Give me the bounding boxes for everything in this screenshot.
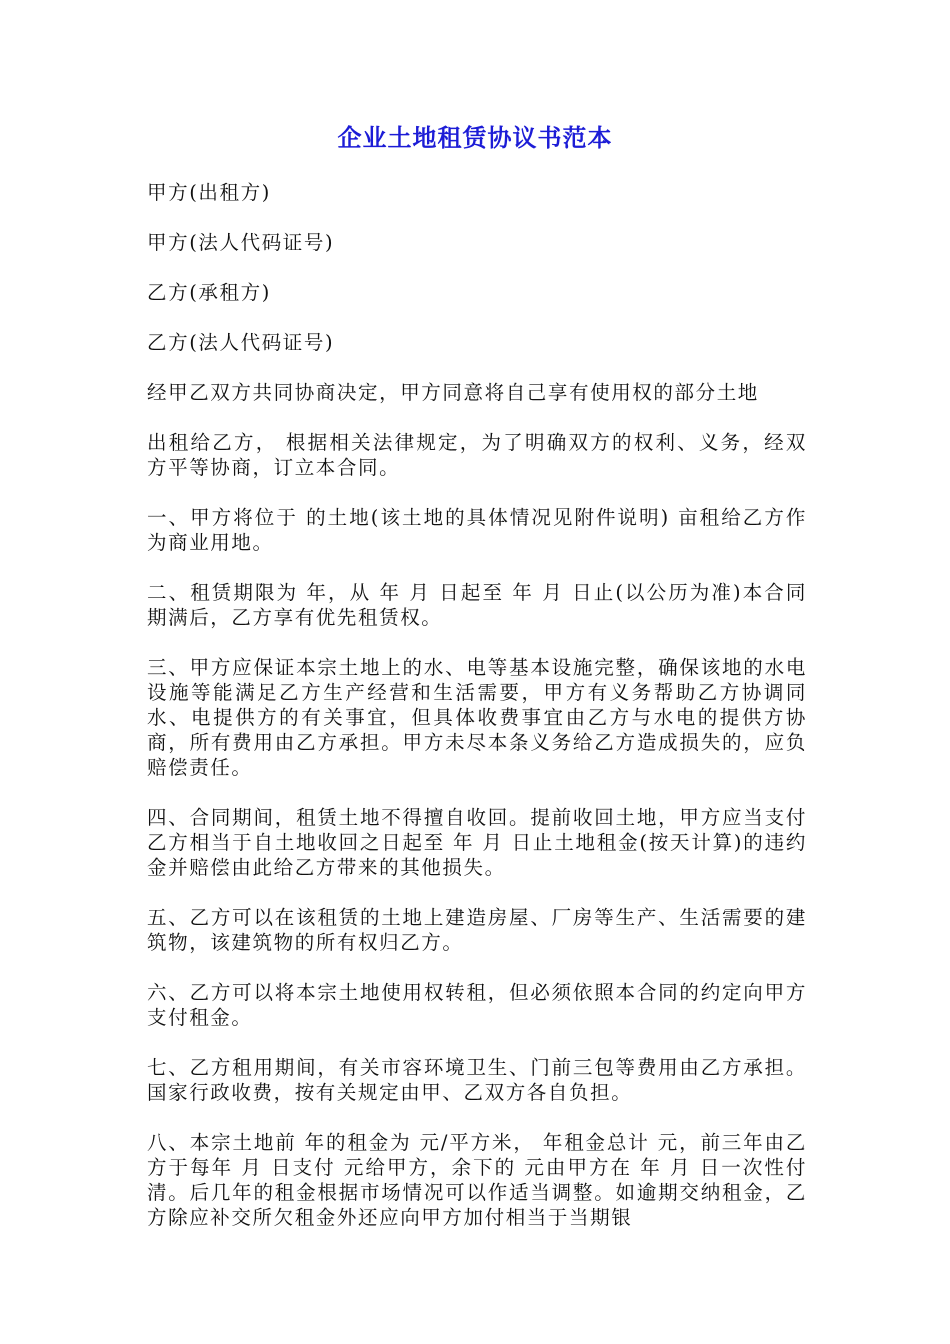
- document-title: 企业土地租赁协议书范本: [337, 124, 613, 152]
- clause-1: 一、甲方将位于 的土地(该土地的具体情况见附件说明) 亩租给乙方作为商业用地。: [147, 506, 807, 554]
- paragraph-party-b-lessee: 乙方(承租方): [147, 281, 271, 304]
- paragraph-party-b-code: 乙方(法人代码证号): [147, 331, 335, 354]
- clause-3: 三、甲方应保证本宗土地上的水、电等基本设施完整，确保该地的水电设施等能满足乙方生产经营和生活需要，甲方有义务帮助乙方协调同水、电提供方的有关事宜，但具体收费事宜由乙方与水电的提供方协商，所有费用由乙方承担。甲方未尽本条义务给乙方造成损失的，应负赔偿责任。: [147, 656, 807, 779]
- paragraph-preamble-continued: 出租给乙方， 根据相关法律规定，为了明确双方的权利、义务，经双方平等协商，订立本合同。: [147, 431, 807, 479]
- clause-8: 八、本宗土地前 年的租金为 元/平方米， 年租金总计 元，前三年由乙方于每年 月 日支付 元给甲方，余下的 元由甲方在 年 月 日一次性付清。后几年的租金根据市场情况可以作适当调整。如逾期交纳租金，乙方除应补交所欠租金外还应向甲方加付相当于当期银: [147, 1131, 807, 1229]
- clause-4: 四、合同期间，租赁土地不得擅自收回。提前收回土地，甲方应当支付乙方相当于自土地收回之日起至 年 月 日止土地租金(按天计算)的违约金并赔偿由此给乙方带来的其他损失。: [147, 806, 807, 879]
- clause-6: 六、乙方可以将本宗土地使用权转租，但必须依照本合同的约定向甲方支付租金。: [147, 981, 807, 1029]
- clause-7: 七、乙方租用期间，有关市容环境卫生、门前三包等费用由乙方承担。国家行政收费，按有关规定由甲、乙双方各自负担。: [147, 1056, 807, 1104]
- clause-5: 五、乙方可以在该租赁的土地上建造房屋、厂房等生产、生活需要的建筑物，该建筑物的所有权归乙方。: [147, 906, 807, 954]
- document-body: [147, 180, 807, 1255]
- paragraph-preamble: 经甲乙双方共同协商决定，甲方同意将自己享有使用权的部分土地: [147, 381, 759, 404]
- clause-2: 二、租赁期限为 年，从 年 月 日起至 年 月 日止(以公历为准)本合同期满后，乙方享有优先租赁权。: [147, 581, 807, 629]
- paragraph-party-a-lessor: 甲方(出租方): [147, 181, 271, 204]
- paragraph-party-a-code: 甲方(法人代码证号): [147, 231, 335, 254]
